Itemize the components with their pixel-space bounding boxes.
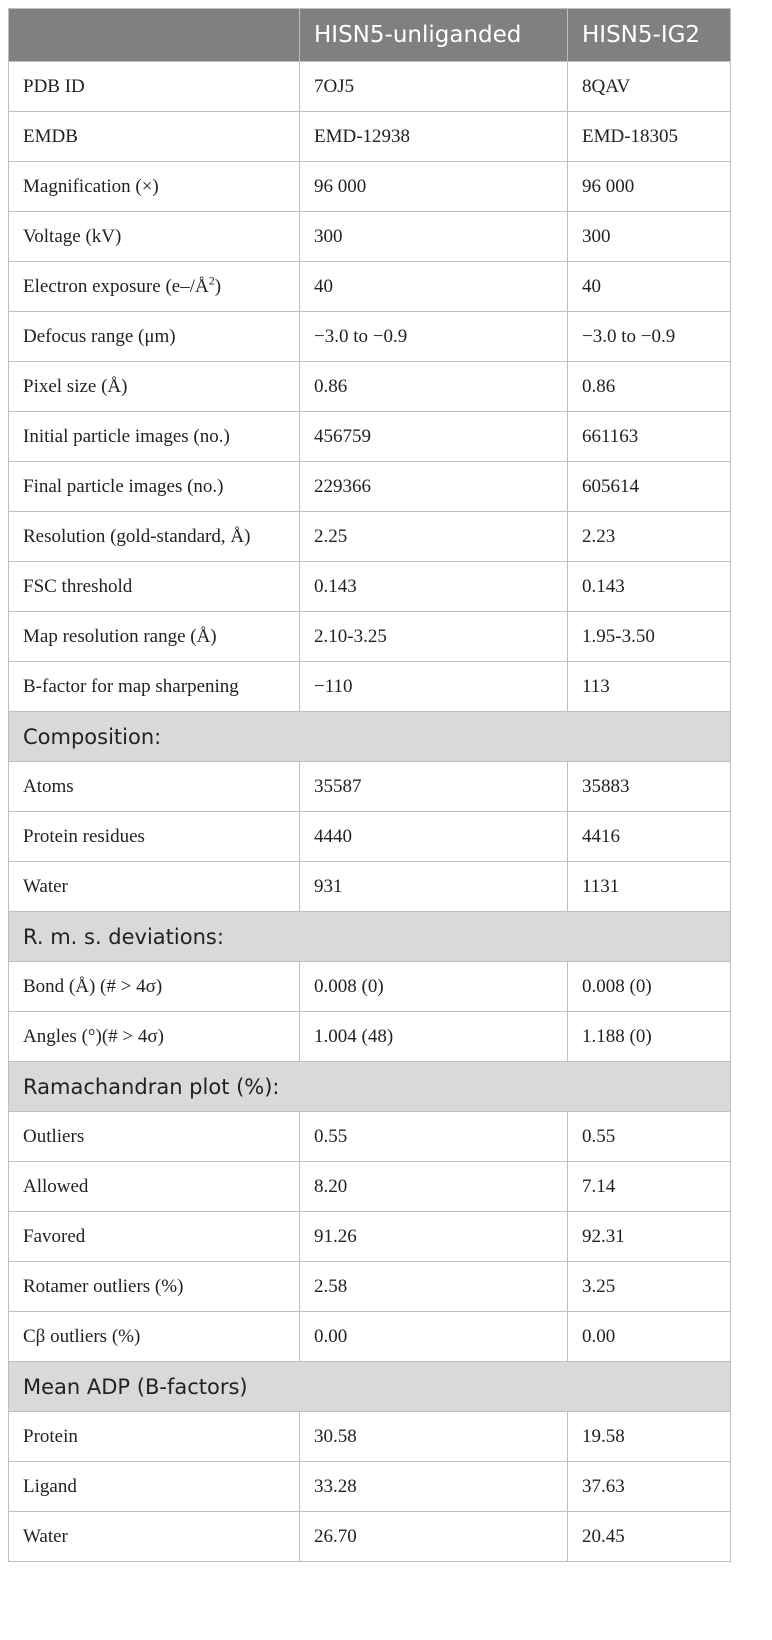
value-unliganded: 7OJ5 xyxy=(300,62,568,112)
row-label: Water xyxy=(9,862,300,912)
header-row xyxy=(9,9,731,62)
table-row xyxy=(9,562,731,612)
row-label: Water xyxy=(9,1512,300,1562)
section-row xyxy=(9,912,731,962)
row-label: EMDB xyxy=(9,112,300,162)
value-unliganded: −110 xyxy=(300,662,568,712)
table-row xyxy=(9,1162,731,1212)
value-unliganded: 4440 xyxy=(300,812,568,862)
table-row xyxy=(9,1312,731,1362)
header-cell-label xyxy=(9,9,300,62)
row-label: PDB ID xyxy=(9,62,300,112)
value-unliganded: 0.143 xyxy=(300,562,568,612)
row-label: Pixel size (Å) xyxy=(9,362,300,412)
row-label: FSC threshold xyxy=(9,562,300,612)
row-label: Atoms xyxy=(9,762,300,812)
table-row xyxy=(9,1262,731,1312)
table-row xyxy=(9,162,731,212)
value-unliganded: 91.26 xyxy=(300,1212,568,1262)
row-label: Defocus range (μm) xyxy=(9,312,300,362)
table-row xyxy=(9,1462,731,1512)
table-row xyxy=(9,312,731,362)
value-unliganded: 96 000 xyxy=(300,162,568,212)
section-label: Ramachandran plot (%): xyxy=(9,1062,731,1112)
row-label-text: Electron exposure (e–/Å xyxy=(23,275,209,297)
value-ig2: 20.45 xyxy=(568,1512,731,1562)
value-ig2: 0.55 xyxy=(568,1112,731,1162)
table-row xyxy=(9,1012,731,1062)
value-unliganded: 456759 xyxy=(300,412,568,462)
value-ig2: 0.86 xyxy=(568,362,731,412)
value-ig2: 40 xyxy=(568,262,731,312)
value-ig2: −3.0 to −0.9 xyxy=(568,312,731,362)
row-label: Magnification (×) xyxy=(9,162,300,212)
value-unliganded: 300 xyxy=(300,212,568,262)
value-unliganded: 2.25 xyxy=(300,512,568,562)
row-label: Outliers xyxy=(9,1112,300,1162)
table-row xyxy=(9,1412,731,1462)
value-ig2: 4416 xyxy=(568,812,731,862)
row-label: Initial particle images (no.) xyxy=(9,412,300,462)
table-row xyxy=(9,462,731,512)
row-label: Ligand xyxy=(9,1462,300,1512)
value-ig2: EMD-18305 xyxy=(568,112,731,162)
value-unliganded: 0.55 xyxy=(300,1112,568,1162)
value-unliganded: 2.58 xyxy=(300,1262,568,1312)
value-ig2: 1131 xyxy=(568,862,731,912)
value-unliganded: 229366 xyxy=(300,462,568,512)
value-ig2: 0.143 xyxy=(568,562,731,612)
table-row xyxy=(9,762,731,812)
row-label: Bond (Å) (# > 4σ) xyxy=(9,962,300,1012)
row-label: Protein residues xyxy=(9,812,300,862)
row-label: Allowed xyxy=(9,1162,300,1212)
row-label: Resolution (gold-standard, Å) xyxy=(9,512,300,562)
table-row xyxy=(9,212,731,262)
table-row xyxy=(9,512,731,562)
row-label: Cβ outliers (%) xyxy=(9,1312,300,1362)
table-row xyxy=(9,662,731,712)
table-row xyxy=(9,62,731,112)
section-row xyxy=(9,1062,731,1112)
table-row xyxy=(9,362,731,412)
value-unliganded: 26.70 xyxy=(300,1512,568,1562)
table-body xyxy=(9,62,731,1562)
value-ig2: 37.63 xyxy=(568,1462,731,1512)
value-unliganded: 33.28 xyxy=(300,1462,568,1512)
row-label: B-factor for map sharpening xyxy=(9,662,300,712)
row-label: Angles (°)(# > 4σ) xyxy=(9,1012,300,1062)
section-label: R. m. s. deviations: xyxy=(9,912,731,962)
value-unliganded: −3.0 to −0.9 xyxy=(300,312,568,362)
row-label: Protein xyxy=(9,1412,300,1462)
value-ig2: 92.31 xyxy=(568,1212,731,1262)
value-ig2: 35883 xyxy=(568,762,731,812)
table-row xyxy=(9,1512,731,1562)
table-row xyxy=(9,812,731,862)
row-label: Final particle images (no.) xyxy=(9,462,300,512)
value-ig2: 113 xyxy=(568,662,731,712)
table-row xyxy=(9,1212,731,1262)
header-cell-unliganded: HISN5-unliganded xyxy=(300,9,568,62)
section-label: Composition: xyxy=(9,712,731,762)
value-ig2: 2.23 xyxy=(568,512,731,562)
value-unliganded: 1.004 (48) xyxy=(300,1012,568,1062)
table-row xyxy=(9,612,731,662)
row-label: Voltage (kV) xyxy=(9,212,300,262)
table-row xyxy=(9,112,731,162)
value-ig2: 3.25 xyxy=(568,1262,731,1312)
value-unliganded: 35587 xyxy=(300,762,568,812)
value-unliganded: 0.00 xyxy=(300,1312,568,1362)
header-cell-ig2: HISN5-IG2 xyxy=(568,9,731,62)
value-unliganded: 0.008 (0) xyxy=(300,962,568,1012)
table-row xyxy=(9,862,731,912)
data-table xyxy=(8,8,731,1562)
row-label: Favored xyxy=(9,1212,300,1262)
value-ig2: 0.008 (0) xyxy=(568,962,731,1012)
row-label-superscript: 2 xyxy=(208,273,215,288)
value-ig2: 1.188 (0) xyxy=(568,1012,731,1062)
row-label: Rotamer outliers (%) xyxy=(9,1262,300,1312)
value-unliganded: 40 xyxy=(300,262,568,312)
value-unliganded: 2.10-3.25 xyxy=(300,612,568,662)
value-unliganded: 30.58 xyxy=(300,1412,568,1462)
value-ig2: 661163 xyxy=(568,412,731,462)
value-ig2: 300 xyxy=(568,212,731,262)
table-row xyxy=(9,262,731,312)
value-unliganded: 931 xyxy=(300,862,568,912)
row-label xyxy=(9,262,300,312)
value-ig2: 0.00 xyxy=(568,1312,731,1362)
table-row xyxy=(9,962,731,1012)
table-row xyxy=(9,1112,731,1162)
value-ig2: 8QAV xyxy=(568,62,731,112)
value-unliganded: 8.20 xyxy=(300,1162,568,1212)
value-ig2: 7.14 xyxy=(568,1162,731,1212)
section-row xyxy=(9,1362,731,1412)
value-unliganded: 0.86 xyxy=(300,362,568,412)
value-ig2: 1.95-3.50 xyxy=(568,612,731,662)
value-ig2: 19.58 xyxy=(568,1412,731,1462)
table-header xyxy=(9,9,731,62)
table-row xyxy=(9,412,731,462)
row-label: Map resolution range (Å) xyxy=(9,612,300,662)
section-row xyxy=(9,712,731,762)
row-label-suffix: ) xyxy=(214,275,222,297)
section-label: Mean ADP (B-factors) xyxy=(9,1362,731,1412)
value-ig2: 605614 xyxy=(568,462,731,512)
value-ig2: 96 000 xyxy=(568,162,731,212)
value-unliganded: EMD-12938 xyxy=(300,112,568,162)
